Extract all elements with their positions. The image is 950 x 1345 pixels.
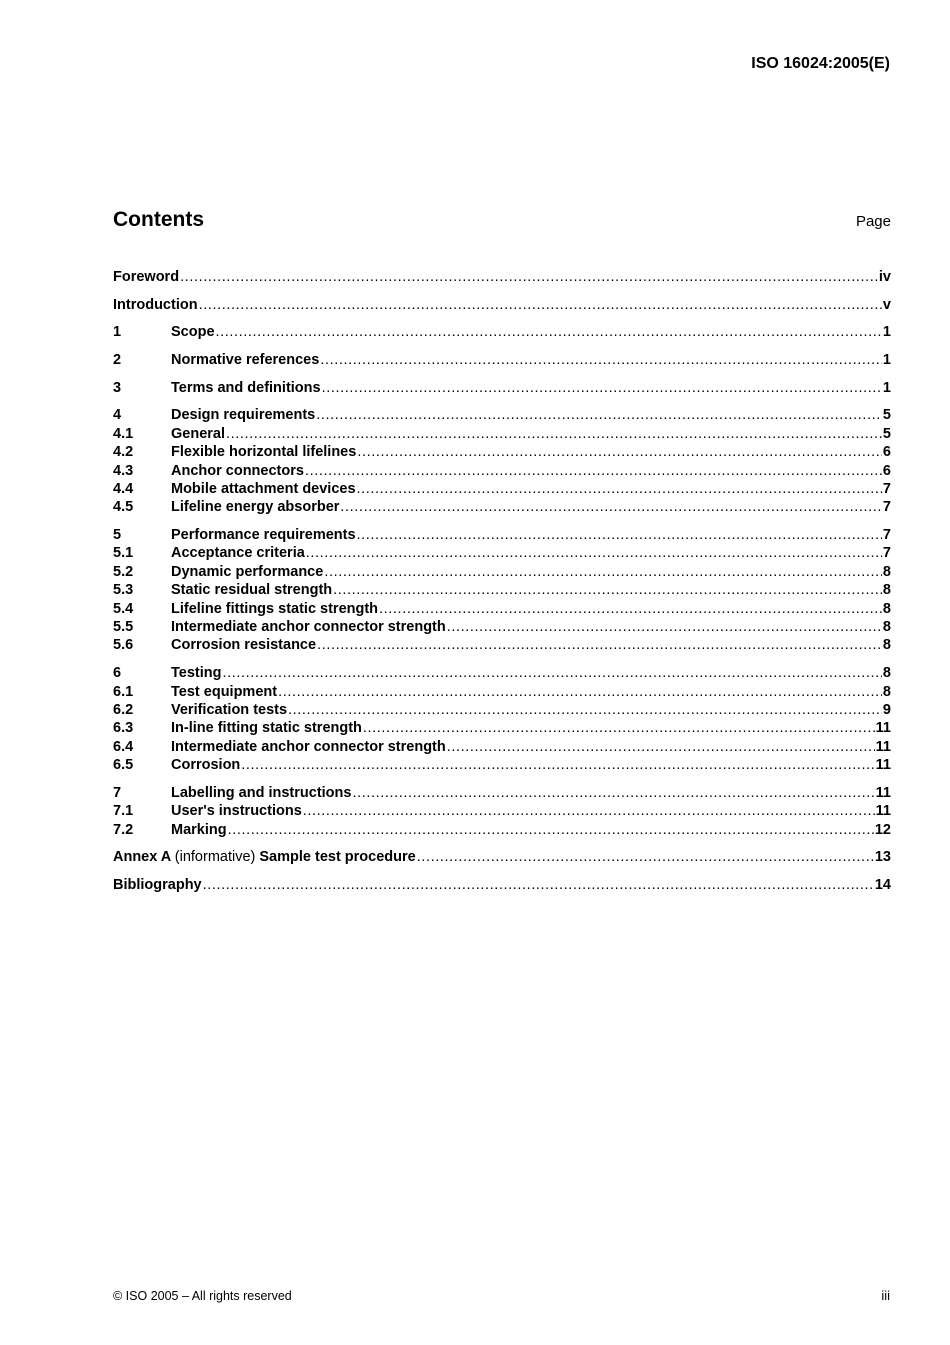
toc-title-row — [113, 208, 891, 232]
toc-entry-7[interactable] — [113, 784, 891, 802]
leader-dots — [278, 683, 882, 701]
toc-entry-label: Corrosion resistance — [171, 637, 317, 654]
toc-entry-page: 8 — [882, 665, 891, 682]
leader-dots — [303, 802, 875, 820]
toc-entry-label: Bibliography — [113, 876, 202, 893]
toc-entry-3[interactable] — [113, 379, 891, 397]
leader-dots — [340, 498, 882, 516]
toc-entry-label: General — [171, 425, 225, 442]
toc-entry-label: Intermediate anchor connector strength — [171, 619, 446, 636]
toc-entry-page: iv — [878, 269, 891, 285]
toc-entry-page: 8 — [882, 683, 891, 700]
toc-entry-page: 8 — [882, 582, 891, 599]
toc-entry-label: Scope — [171, 324, 215, 341]
toc-entry-number: 7 — [113, 784, 122, 801]
page-number: iii — [881, 1288, 890, 1303]
toc-entry-6-2[interactable] — [113, 701, 891, 719]
toc-entry-number: 1 — [113, 324, 122, 341]
toc-entry-4-2[interactable] — [113, 443, 891, 461]
toc-entry-foreword[interactable] — [113, 268, 891, 286]
leader-dots — [226, 425, 882, 443]
toc-entry-label: Design requirements — [171, 407, 316, 424]
toc-entry-number: 4 — [113, 407, 122, 424]
toc-entry-page: 6 — [882, 444, 891, 461]
leader-dots — [180, 268, 878, 286]
toc-entry-label: Acceptance criteria — [171, 545, 305, 562]
toc-entry-label: User's instructions — [171, 803, 302, 820]
toc-entry-4[interactable] — [113, 406, 891, 424]
toc-entry-number: 4.5 — [113, 499, 134, 516]
annex-designation: Annex A — [113, 849, 171, 866]
leader-dots — [447, 618, 882, 636]
toc-entry-number: 5 — [113, 527, 122, 544]
toc-entry-number: 6.5 — [113, 757, 134, 774]
document-id: ISO 16024:2005(E) — [751, 55, 890, 72]
toc-entry-page: 14 — [874, 876, 891, 893]
toc-entry-2[interactable] — [113, 351, 891, 369]
leader-dots — [203, 876, 874, 894]
toc-entry-label: Marking — [171, 821, 227, 838]
toc-entry-page: 7 — [882, 545, 891, 562]
toc-entry-4-1[interactable] — [113, 425, 891, 443]
toc-entry-label: Mobile attachment devices — [171, 481, 356, 497]
toc-entry-label: Corrosion — [171, 757, 241, 774]
leader-dots — [306, 544, 882, 562]
toc-entry-5-6[interactable] — [113, 636, 891, 654]
toc-entry-number: 6.1 — [113, 683, 134, 700]
leader-dots — [324, 563, 882, 581]
toc-entry-6-4[interactable] — [113, 738, 891, 756]
toc-entry-number: 4.3 — [113, 462, 134, 479]
toc-entry-page: 8 — [882, 563, 891, 580]
toc-entry-number: 2 — [113, 352, 122, 369]
toc-entry-number: 5.2 — [113, 563, 134, 580]
annex-title: Sample test procedure — [259, 849, 416, 866]
toc-entry-label: Normative references — [171, 352, 320, 369]
toc-entry-label: Performance requirements — [171, 527, 356, 544]
toc-entry-page: 8 — [882, 637, 891, 654]
page-column-label: Page — [855, 213, 891, 230]
toc-entry-page: 8 — [882, 600, 891, 617]
toc-entry-label: Verification tests — [171, 701, 288, 718]
toc-entry-number: 6.2 — [113, 701, 134, 718]
toc-entry-7-2[interactable] — [113, 821, 891, 839]
toc-entry-page: 1 — [882, 379, 891, 396]
toc-entry-5-2[interactable] — [113, 563, 891, 581]
toc-entry-label: Lifeline energy absorber — [171, 499, 340, 516]
leader-dots — [316, 406, 882, 424]
toc-entry-label: Lifeline fittings static strength — [171, 600, 379, 617]
toc-entry-4-4[interactable] — [113, 480, 891, 498]
toc-entry-number: 3 — [113, 379, 122, 396]
toc-entry-page: 5 — [882, 425, 891, 442]
toc-entry-page: 11 — [875, 738, 891, 755]
toc-entry-page: 1 — [882, 324, 891, 341]
leader-dots — [241, 756, 874, 774]
toc-entry-label: Testing — [171, 665, 222, 682]
leader-dots — [352, 784, 874, 802]
leader-dots — [199, 296, 882, 314]
leader-dots — [357, 480, 882, 498]
toc-entry-number: 6.3 — [113, 720, 134, 737]
toc-entry-6-5[interactable] — [113, 756, 891, 774]
toc-entry-page: 11 — [875, 720, 891, 737]
toc-entry-label: Static residual strength — [171, 582, 333, 599]
toc-entry-6-1[interactable] — [113, 683, 891, 701]
toc-entry-7-1[interactable] — [113, 802, 891, 820]
copyright-notice: © ISO 2005 – All rights reserved — [113, 1289, 292, 1303]
toc-entry-4-5[interactable] — [113, 498, 891, 516]
leader-dots — [447, 738, 875, 756]
toc-entry-page: 13 — [874, 849, 891, 866]
toc-entry-label: Intermediate anchor connector strength — [171, 738, 446, 755]
leader-dots — [317, 636, 882, 654]
leader-dots — [363, 719, 875, 737]
toc-entry-label: Dynamic performance — [171, 563, 324, 580]
toc-entry-number: 4.4 — [113, 481, 134, 497]
leader-dots — [417, 848, 874, 866]
toc-entry-label — [113, 848, 416, 866]
toc-entry-number: 7.2 — [113, 821, 134, 838]
toc-entry-5-3[interactable] — [113, 581, 891, 599]
toc-entry-page: 11 — [875, 784, 891, 801]
toc-entry-page: 7 — [882, 481, 891, 497]
toc-entry-number: 5.5 — [113, 619, 134, 636]
toc-entry-page: 9 — [882, 701, 891, 718]
leader-dots — [322, 379, 882, 397]
leader-dots — [288, 701, 882, 719]
leader-dots — [320, 351, 882, 369]
leader-dots — [357, 526, 882, 544]
toc-entry-5[interactable] — [113, 526, 891, 544]
toc-entry-page: 6 — [882, 462, 891, 479]
toc-entry-1[interactable] — [113, 323, 891, 341]
toc-entry-page: 12 — [874, 821, 891, 838]
toc-entry-5-4[interactable] — [113, 600, 891, 618]
toc-entry-page: 1 — [882, 352, 891, 369]
toc-entry-number: 5.6 — [113, 637, 134, 654]
toc-entry-label: Introduction — [113, 296, 198, 313]
toc-entry-label: Labelling and instructions — [171, 784, 352, 801]
toc-entry-label: Test equipment — [171, 683, 278, 700]
toc-entry-bibliography[interactable] — [113, 876, 891, 894]
page-title: Contents — [113, 208, 204, 231]
toc-entry-5-1[interactable] — [113, 544, 891, 562]
toc-entry-page: 7 — [882, 499, 891, 516]
toc-entry-number: 7.1 — [113, 803, 134, 820]
toc-entry-page: 5 — [882, 407, 891, 424]
toc-entry-annex-a[interactable] — [113, 848, 891, 866]
toc-entry-6-3[interactable] — [113, 719, 891, 737]
leader-dots — [333, 581, 882, 599]
toc-entry-label: Terms and definitions — [171, 379, 321, 396]
toc-entry-6[interactable] — [113, 664, 891, 682]
toc-entry-page: 11 — [875, 757, 891, 774]
toc-entry-4-3[interactable] — [113, 462, 891, 480]
toc-entry-5-5[interactable] — [113, 618, 891, 636]
toc-entry-page: v — [882, 296, 891, 313]
toc-entry-label: Foreword — [113, 269, 180, 285]
leader-dots — [357, 443, 882, 461]
toc-entry-label: Anchor connectors — [171, 462, 304, 479]
toc-entry-page: 8 — [882, 619, 891, 636]
toc-entry-introduction[interactable] — [113, 296, 891, 314]
toc-entry-number: 4.1 — [113, 425, 134, 442]
toc-entry-label: In-line fitting static strength — [171, 720, 362, 737]
toc-entry-number: 6 — [113, 665, 122, 682]
toc-entry-number: 5.1 — [113, 545, 134, 562]
leader-dots — [379, 600, 882, 618]
leader-dots — [228, 821, 874, 839]
leader-dots — [216, 323, 882, 341]
toc-entry-number: 5.4 — [113, 600, 134, 617]
toc-entry-number: 4.2 — [113, 444, 134, 461]
leader-dots — [305, 462, 882, 480]
toc-entry-page: 7 — [882, 527, 891, 544]
leader-dots — [222, 664, 881, 682]
toc-entry-label: Flexible horizontal lifelines — [171, 444, 357, 461]
table-of-contents — [113, 268, 891, 894]
annex-note: (informative) — [174, 849, 256, 866]
toc-entry-number: 6.4 — [113, 738, 134, 755]
toc-entry-number: 5.3 — [113, 582, 134, 599]
toc-entry-page: 11 — [875, 803, 891, 820]
